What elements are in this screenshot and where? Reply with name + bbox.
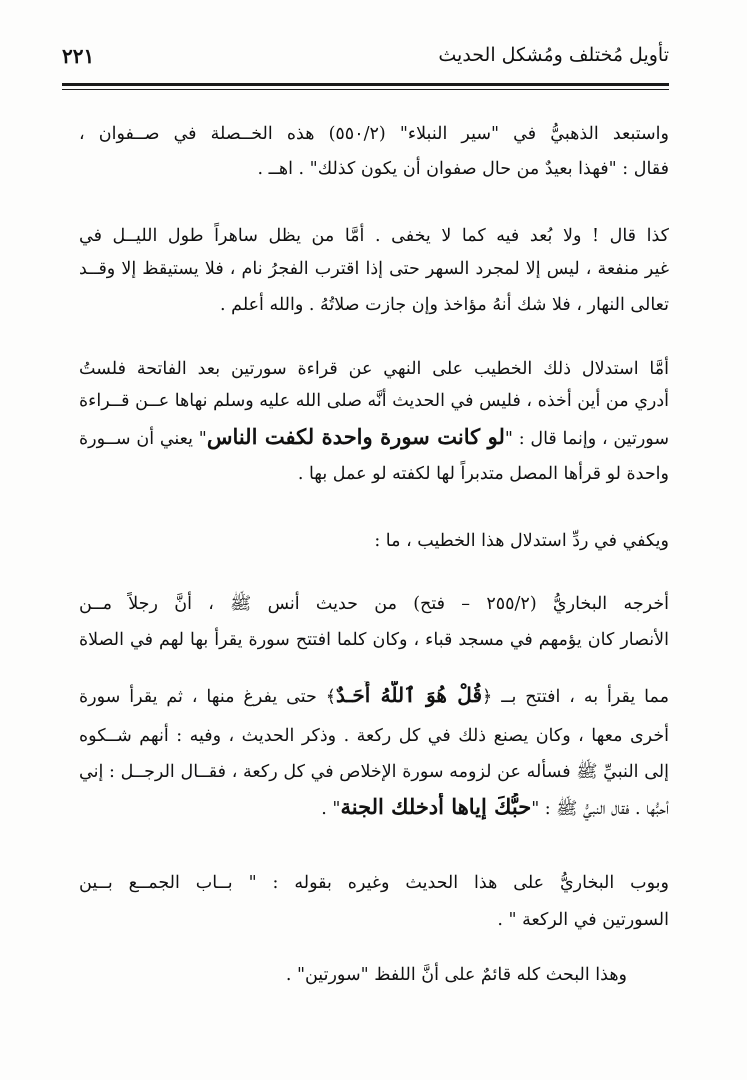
page-number: ٢٢١ xyxy=(62,44,95,68)
page-header xyxy=(62,38,669,78)
text-run: سورتين ، وإنما قال : " xyxy=(504,429,669,449)
text-run: أحبُّها . فقال النبيُّ ﷺ : " xyxy=(531,799,669,819)
text-line: الأنصار كان يؤمهم في مسجد قباء ، وكان كلما افتتح سورة يقرأ بها لهم في الصلاة xyxy=(79,630,669,650)
text-run: " يعني أن ســورة xyxy=(79,429,207,449)
text-line: غير منفعة ، ليس إلا لمجرد السهر حتى إذا اقترب الفجرُ نام ، فلا يستيقظ إلا وقــد xyxy=(79,259,669,279)
text-line: وبوب البخاريُّ على هذا الحديث وغيره بقوله : " بــاب الجمــع بــين xyxy=(79,873,669,893)
text-run: ﴾ حتى يفرغ منها ، ثم يقرأ سورة xyxy=(79,687,337,707)
text-line: واستبعد الذهبيُّ في "سير النبلاء" (٥٥٠/٢) هذه الخــصلة في صــفوان ، xyxy=(79,124,669,144)
emphasized-quote: حبُّكَ إياها أدخلك الجنة xyxy=(340,794,532,819)
text-run: " . xyxy=(321,799,341,819)
text-line: ويكفي في ردِّ استدلال هذا الخطيب ، ما : xyxy=(374,531,669,551)
text-line: السورتين في الركعة " . xyxy=(497,910,669,930)
text-line: أمَّا استدلال ذلك الخطيب على النهي عن قراءة سورتين بعد الفاتحة فلستُ xyxy=(79,359,669,379)
text-line: أخرى معها ، وكان يصنع ذلك في كل ركعة . وذكر الحديث ، وفيه : أنهم شــكوه xyxy=(79,726,669,746)
text-line: أخرجه البخاريُّ (٢٥٥/٢ – فتح) من حديث أنس ﷺ ، أنَّ رجلاً مــن xyxy=(79,594,669,614)
running-title: تأويل مُختلف ومُشكل الحديث xyxy=(438,44,669,66)
text-line: واحدة لو قرأها المصل متدبراً لها لكفته لو عمل بها . xyxy=(297,464,669,484)
text-line xyxy=(79,423,669,451)
text-line: تعالى النهار ، فلا شك أنهُ مؤاخذ وإن جازت صلاتُهُ . والله أعلم . xyxy=(220,295,669,315)
text-line: أدري من أين أخذه ، فليس في الحديث أنَّه صلى الله عليه وسلم نهاها عــن قــراءة xyxy=(79,391,669,411)
text-line: كذا قال ! ولا بُعد فيه كما لا يخفى . أمَّا من يظل ساهراً طول الليــل في xyxy=(79,226,669,246)
emphasized-quote: لو كانت سورة واحدة لكفت الناس xyxy=(206,424,505,449)
text-line xyxy=(79,681,669,709)
header-rule-thick xyxy=(62,83,669,86)
header-rule-thin xyxy=(62,89,669,90)
text-line: فقال : "فهذا بعيدٌ من حال صفوان أن يكون كذلك" . اهــ . xyxy=(257,159,669,179)
quran-verse: قُلْ هُوَ ٱللَّهُ أَحَـدٌ xyxy=(336,683,483,707)
text-run: مما يقرأ به ، افتتح بــ ﴿ xyxy=(482,687,669,707)
text-line: وهذا البحث كله قائمٌ على أنَّ اللفظ "سورتين" . xyxy=(285,965,627,985)
text-line: إلى النبيِّ ﷺ فسأله عن لزومه سورة الإخلاص في كل ركعة ، فقــال الرجــل : إني xyxy=(79,762,669,782)
text-line xyxy=(79,793,669,823)
